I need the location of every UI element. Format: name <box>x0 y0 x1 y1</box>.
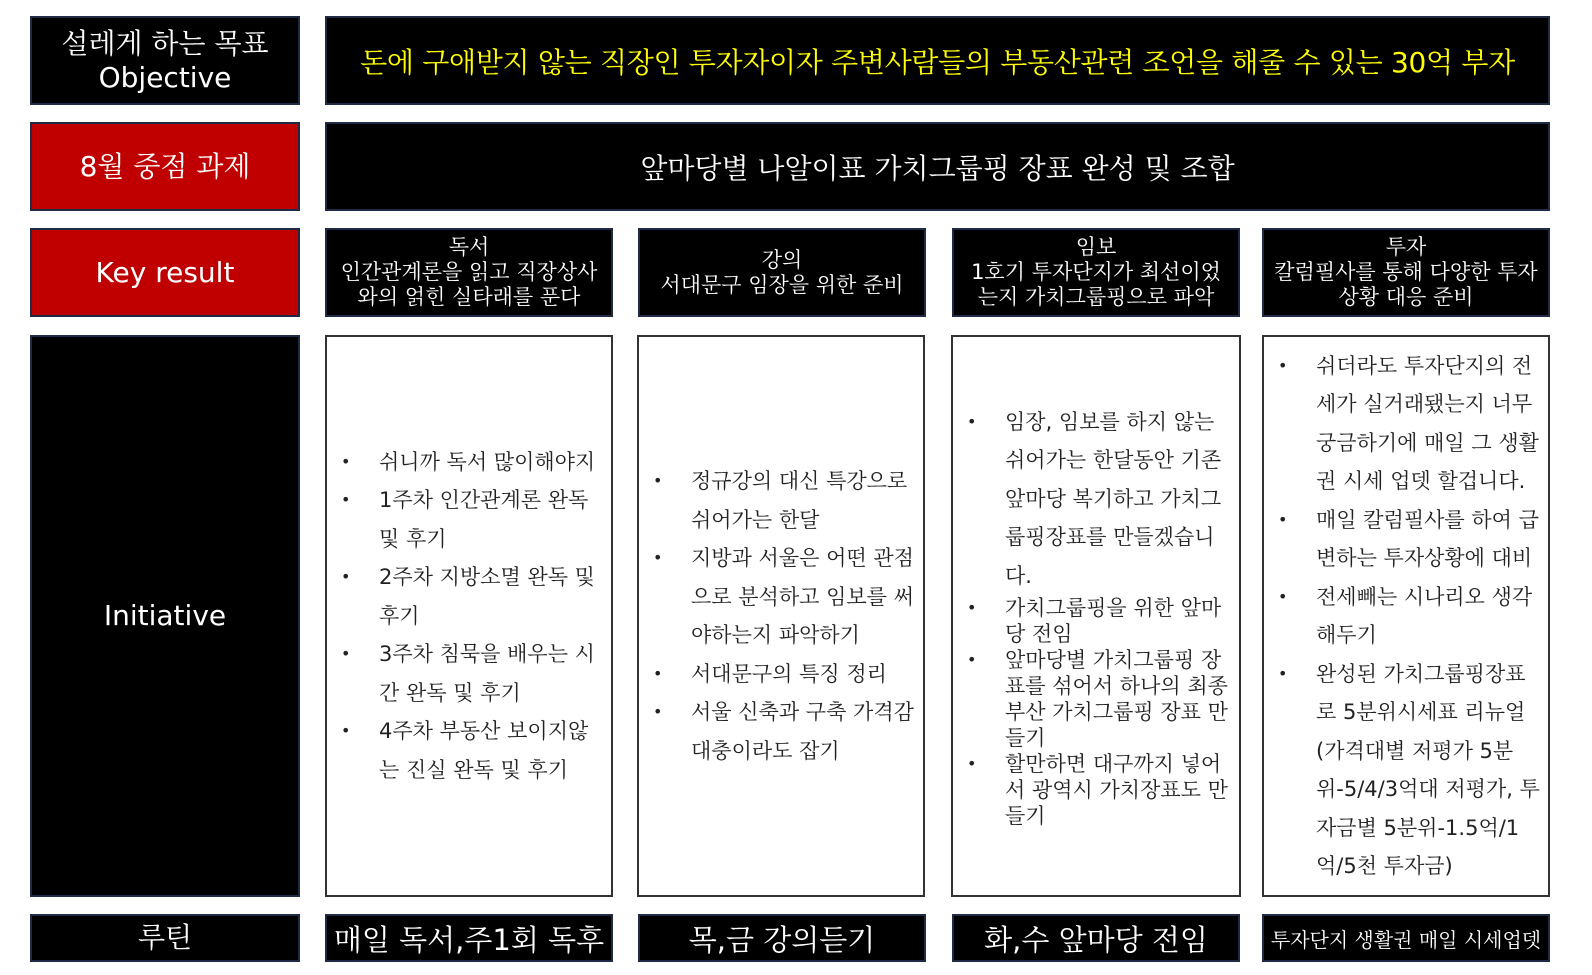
routine-text: 투자단지 생활권 매일 시세업뎃 <box>1270 927 1542 952</box>
initiative-invest <box>1262 335 1550 897</box>
list-item: • 할만하면 대구까지 넣어서 광역시 가치장표도 만들기 <box>953 751 1231 829</box>
list-item: • 매일 칼럼필사를 하여 급변하는 투자상황에 대비 <box>1264 501 1540 578</box>
routine-reading <box>325 914 613 962</box>
focus-label: 8월 중점 과제 <box>79 149 251 183</box>
key-result-line: 칼럼필사를 통해 다양한 투자 <box>1274 260 1538 284</box>
routine-invest <box>1262 914 1550 962</box>
routine-lecture <box>638 914 926 962</box>
objective-text: 돈에 구애받지 않는 직장인 투자자이자 주변사람들의 부동산관련 조언을 해줄 수 있는 30억 부자 <box>360 45 1515 79</box>
initiative-list <box>1264 347 1548 886</box>
key-result-label: Key result <box>95 255 235 289</box>
initiative-list <box>953 403 1239 830</box>
list-item: • 서대문구의 특징 정리 <box>639 655 915 694</box>
initiative-label-box <box>30 335 300 897</box>
objective-label-en: Objective <box>98 60 232 94</box>
routine-report <box>952 914 1240 962</box>
list-item: • 2주차 지방소멸 완독 및 후기 <box>327 558 603 635</box>
list-item: • 쉬니까 독서 많이해야지 <box>327 443 603 482</box>
list-item: • 4주차 부동산 보이지않는 진실 완독 및 후기 <box>327 712 603 789</box>
routine-text: 목,금 강의듣기 <box>688 922 876 957</box>
list-item: • 쉬더라도 투자단지의 전세가 실거래됐는지 너무 궁금하기에 매일 그 생활권 시세 업뎃 할겁니다. <box>1264 347 1540 501</box>
list-item: • 3주차 침묵을 배우는 시간 완독 및 후기 <box>327 635 603 712</box>
initiative-list <box>327 443 611 790</box>
list-item: • 정규강의 대신 특강으로 쉬어가는 한달 <box>639 462 915 539</box>
initiative-list <box>639 462 923 770</box>
key-result-title: 독서 <box>448 235 490 259</box>
key-result-title: 임보 <box>1075 235 1117 259</box>
initiative-lecture <box>637 335 925 897</box>
key-result-line: 1호기 투자단지가 최선이었 <box>971 260 1221 284</box>
routine-text: 화,수 앞마당 전임 <box>984 922 1208 957</box>
routine-label: 루틴 <box>137 921 193 954</box>
list-item: • 임장, 임보를 하지 않는 쉬어가는 한달동안 기존 앞마당 복기하고 가치그룹핑장표를 만들겠습니다. <box>953 403 1231 596</box>
objective-label-box <box>30 16 300 105</box>
list-item: • 완성된 가치그룹핑장표로 5분위시세표 리뉴얼 (가격대별 저평가 5분위-5/4/3억대 저평가, 투자금별 5분위-1.5억/1억/5천 투자금) <box>1264 655 1540 886</box>
initiative-reading <box>325 335 613 897</box>
key-result-line: 인간관계론을 읽고 직장상사 <box>340 260 598 284</box>
key-result-line: 서대문구 임장을 위한 준비 <box>660 272 904 297</box>
focus-label-box <box>30 122 300 211</box>
objective-label-ko: 설레게 하는 목표 <box>61 26 269 60</box>
list-item: • 지방과 서울은 어떤 관점으로 분석하고 임보를 써야하는지 파악하기 <box>639 539 915 655</box>
key-result-reading <box>325 228 613 317</box>
routine-label-box <box>30 914 300 962</box>
initiative-report <box>951 335 1241 897</box>
list-item: • 서울 신축과 구축 가격감 대충이라도 잡기 <box>639 693 915 770</box>
objective-box <box>325 16 1550 105</box>
key-result-report <box>952 228 1240 317</box>
key-result-title: 강의 <box>761 247 803 272</box>
key-result-title: 투자 <box>1385 235 1427 259</box>
key-result-line: 와의 얽힌 실타래를 푼다 <box>357 285 581 309</box>
focus-box <box>325 122 1550 211</box>
list-item: • 1주차 인간관계론 완독 및 후기 <box>327 481 603 558</box>
key-result-label-box <box>30 228 300 317</box>
initiative-label: Initiative <box>103 599 227 632</box>
key-result-line: 는지 가치그룹핑으로 파악 <box>977 285 1215 309</box>
list-item: • 전세빼는 시나리오 생각해두기 <box>1264 578 1540 655</box>
key-result-invest <box>1262 228 1550 317</box>
key-result-lecture <box>638 228 926 317</box>
focus-text: 앞마당별 나알이표 가치그룹핑 장표 완성 및 조합 <box>640 151 1235 185</box>
key-result-line: 상황 대응 준비 <box>1338 285 1474 309</box>
list-item: • 가치그룹핑을 위한 앞마당 전임 <box>953 595 1231 647</box>
list-item: • 앞마당별 가치그룹핑 장표를 섞어서 하나의 최종 부산 가치그룹핑 장표 만들기 <box>953 647 1231 751</box>
routine-text: 매일 독서,주1회 독후 <box>333 922 605 957</box>
